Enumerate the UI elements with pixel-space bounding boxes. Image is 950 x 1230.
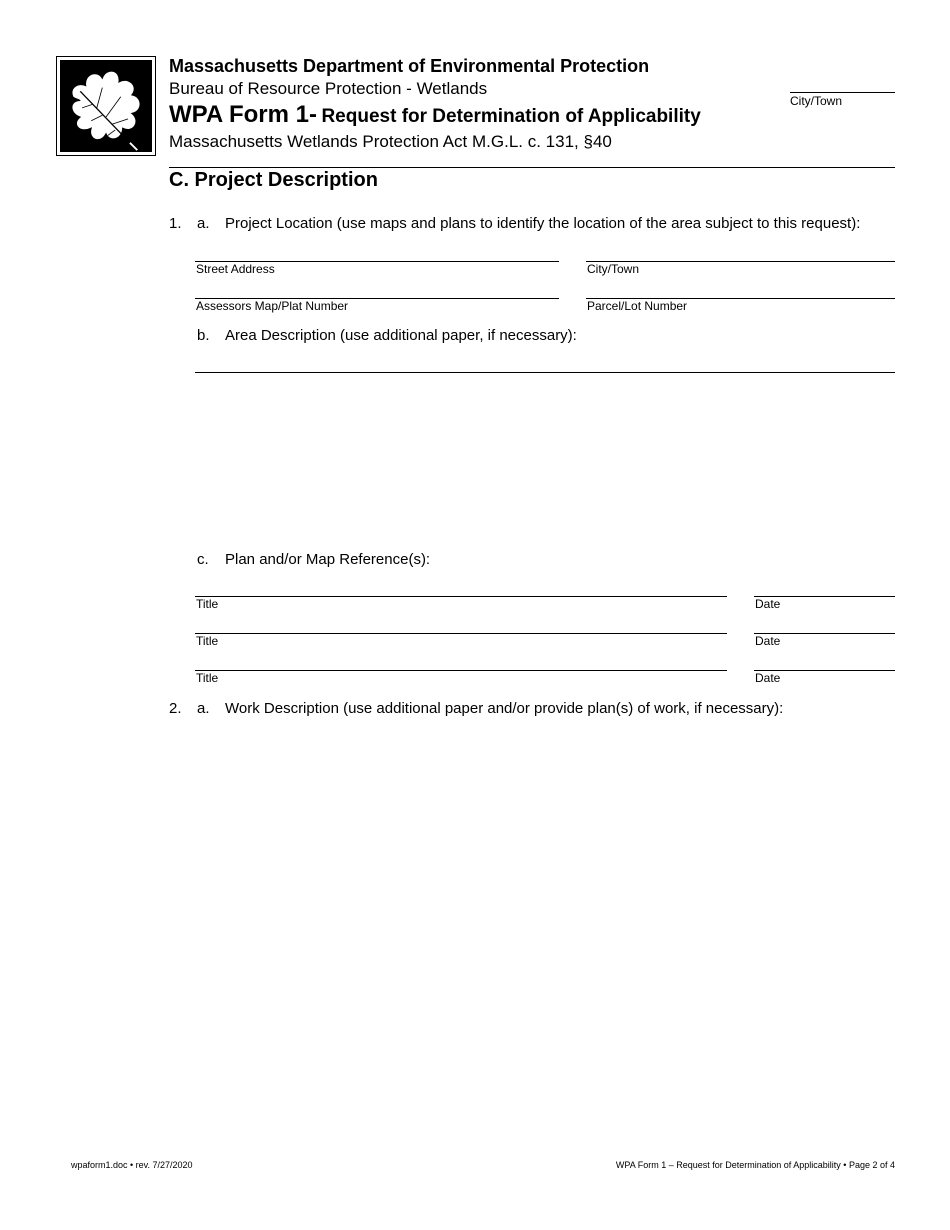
q1-number: 1.	[169, 215, 182, 232]
header-divider	[169, 167, 895, 168]
parcel-lot-label: Parcel/Lot Number	[587, 299, 688, 313]
footer-page-info: WPA Form 1 – Request for Determination of Applicability • Page 2 of 4	[615, 1160, 895, 1170]
section-title: C. Project Description	[169, 169, 378, 191]
q1c-letter: c.	[197, 551, 209, 568]
q2a-letter: a.	[197, 700, 210, 717]
form-title	[169, 101, 701, 129]
q2a-text: Work Description (use additional paper and/or provide plan(s) of work, if necessary):	[225, 700, 784, 717]
oak-leaf-icon	[60, 60, 152, 152]
city-town-label: City/Town	[587, 262, 640, 276]
reference-title-label: Title	[196, 597, 219, 611]
massdep-logo	[56, 56, 156, 156]
reference-date-label: Date	[755, 634, 781, 648]
agency-name: Massachusetts Department of Environmental Protection	[169, 56, 650, 76]
reference-title-field[interactable]	[195, 633, 727, 634]
work-description-area[interactable]	[195, 724, 895, 1144]
q1a-letter: a.	[197, 215, 210, 232]
area-description-field[interactable]	[195, 372, 895, 373]
reference-title-label: Title	[196, 634, 219, 648]
street-address-label: Street Address	[196, 262, 275, 276]
reference-date-label: Date	[755, 597, 781, 611]
reference-title-field[interactable]	[195, 670, 727, 671]
reference-title-label: Title	[196, 671, 219, 685]
act-citation: Massachusetts Wetlands Protection Act M.G.L. c. 131, §40	[169, 132, 612, 151]
q2-number: 2.	[169, 700, 182, 717]
header-city-town-label: City/Town	[790, 94, 843, 108]
reference-title-field[interactable]	[195, 596, 727, 597]
q1c-text: Plan and/or Map Reference(s):	[225, 551, 431, 568]
header-city-town-field[interactable]	[790, 92, 895, 93]
form-subtitle: Request for Determination of Applicability	[321, 106, 701, 127]
assessors-map-label: Assessors Map/Plat Number	[196, 299, 349, 313]
reference-date-label: Date	[755, 671, 781, 685]
q1a-text: Project Location (use maps and plans to identify the location of the area subject to this request):	[225, 215, 861, 232]
q1b-letter: b.	[197, 327, 210, 344]
form-number: WPA Form 1-	[169, 101, 317, 128]
footer-revision: wpaform1.doc • rev. 7/27/2020	[71, 1160, 193, 1170]
q1b-text: Area Description (use additional paper, if necessary):	[225, 327, 577, 344]
bureau-name: Bureau of Resource Protection - Wetlands	[169, 79, 488, 98]
